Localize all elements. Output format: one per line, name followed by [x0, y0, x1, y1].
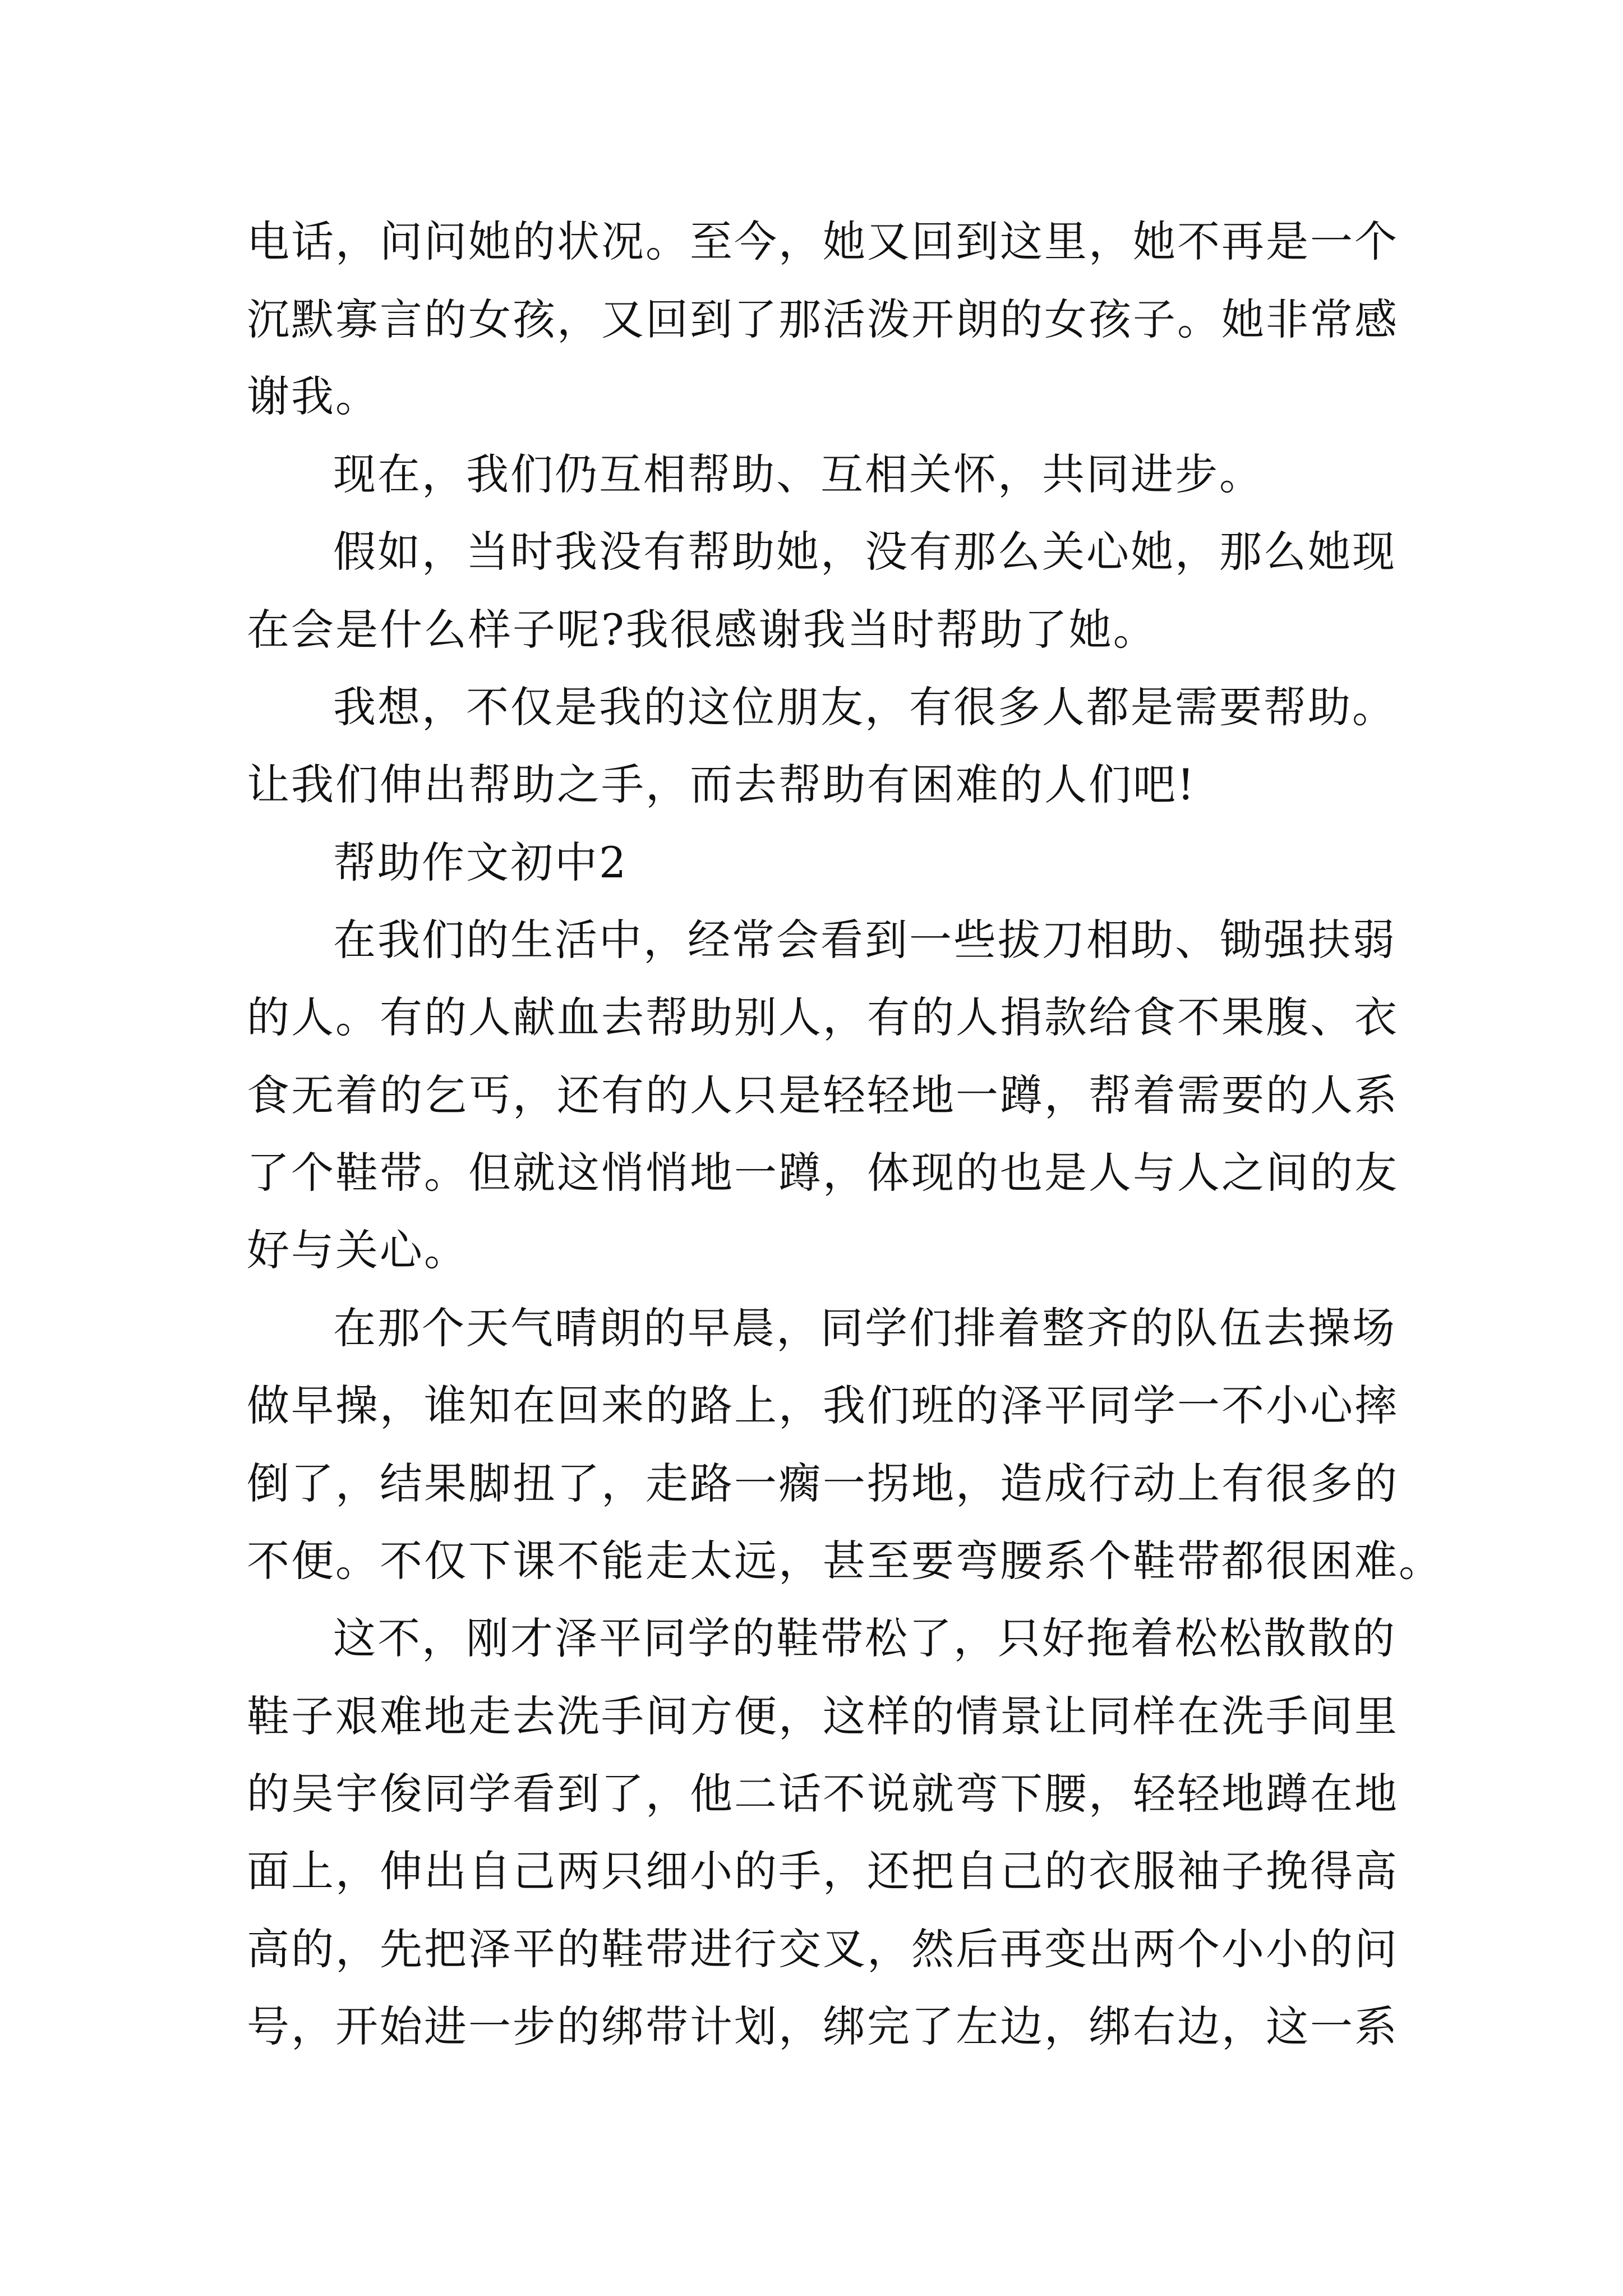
- text-line: 谢我。: [247, 371, 380, 421]
- text-line: 的人。有的人献血去帮助别人，有的人捐款给食不果腹、衣: [247, 992, 1399, 1042]
- text-line: 号，开始进一步的绑带计划，绑完了左边，绑右边，这一系: [247, 2001, 1399, 2051]
- text-line: 在会是什么样子呢?我很感谢我当时帮助了她。: [247, 605, 1158, 655]
- text-line: 我想，不仅是我的这位朋友，有很多人都是需要帮助。: [333, 682, 1396, 732]
- text-line: 了个鞋带。但就这悄悄地一蹲，体现的也是人与人之间的友: [247, 1148, 1399, 1198]
- section-heading: 帮助作文初中2: [333, 838, 628, 887]
- text-line: 沉默寡言的女孩，又回到了那活泼开朗的女孩子。她非常感: [247, 295, 1399, 344]
- text-line: 在我们的生活中，经常会看到一些拔刀相助、锄强扶弱: [333, 915, 1396, 965]
- text-line: 现在，我们仍互相帮助、互相关怀，共同进步。: [333, 449, 1264, 499]
- text-line: 电话，问问她的状况。至今，她又回到这里，她不再是一个: [247, 217, 1399, 266]
- text-line: 高的，先把泽平的鞋带进行交叉，然后再变出两个小小的问: [247, 1924, 1399, 1974]
- text-line: 好与关心。: [247, 1225, 468, 1275]
- text-line: 假如，当时我没有帮助她，没有那么关心她，那么她现: [333, 527, 1396, 577]
- text-line: 鞋子艰难地走去洗手间方便，这样的情景让同样在洗手间里: [247, 1691, 1399, 1741]
- text-line: 不便。不仅下课不能走太远，甚至要弯腰系个鞋带都很困难。: [247, 1536, 1443, 1586]
- text-line: 这不，刚才泽平同学的鞋带松了，只好拖着松松散散的: [333, 1613, 1396, 1663]
- text-line: 倒了，结果脚扭了，走路一瘸一拐地，造成行动上有很多的: [247, 1458, 1399, 1508]
- text-line: 面上，伸出自己两只细小的手，还把自己的衣服袖子挽得高: [247, 1846, 1399, 1896]
- text-line: 让我们伸出帮助之手，而去帮助有困难的人们吧!: [247, 760, 1196, 809]
- text-line: 做早操，谁知在回来的路上，我们班的泽平同学一不小心摔: [247, 1381, 1399, 1430]
- text-line: 在那个天气晴朗的早晨，同学们排着整齐的队伍去操场: [333, 1303, 1396, 1353]
- text-line: 的吴宇俊同学看到了，他二话不说就弯下腰，轻轻地蹲在地: [247, 1769, 1399, 1819]
- text-line: 食无着的乞丐，还有的人只是轻轻地一蹲，帮着需要的人系: [247, 1070, 1399, 1120]
